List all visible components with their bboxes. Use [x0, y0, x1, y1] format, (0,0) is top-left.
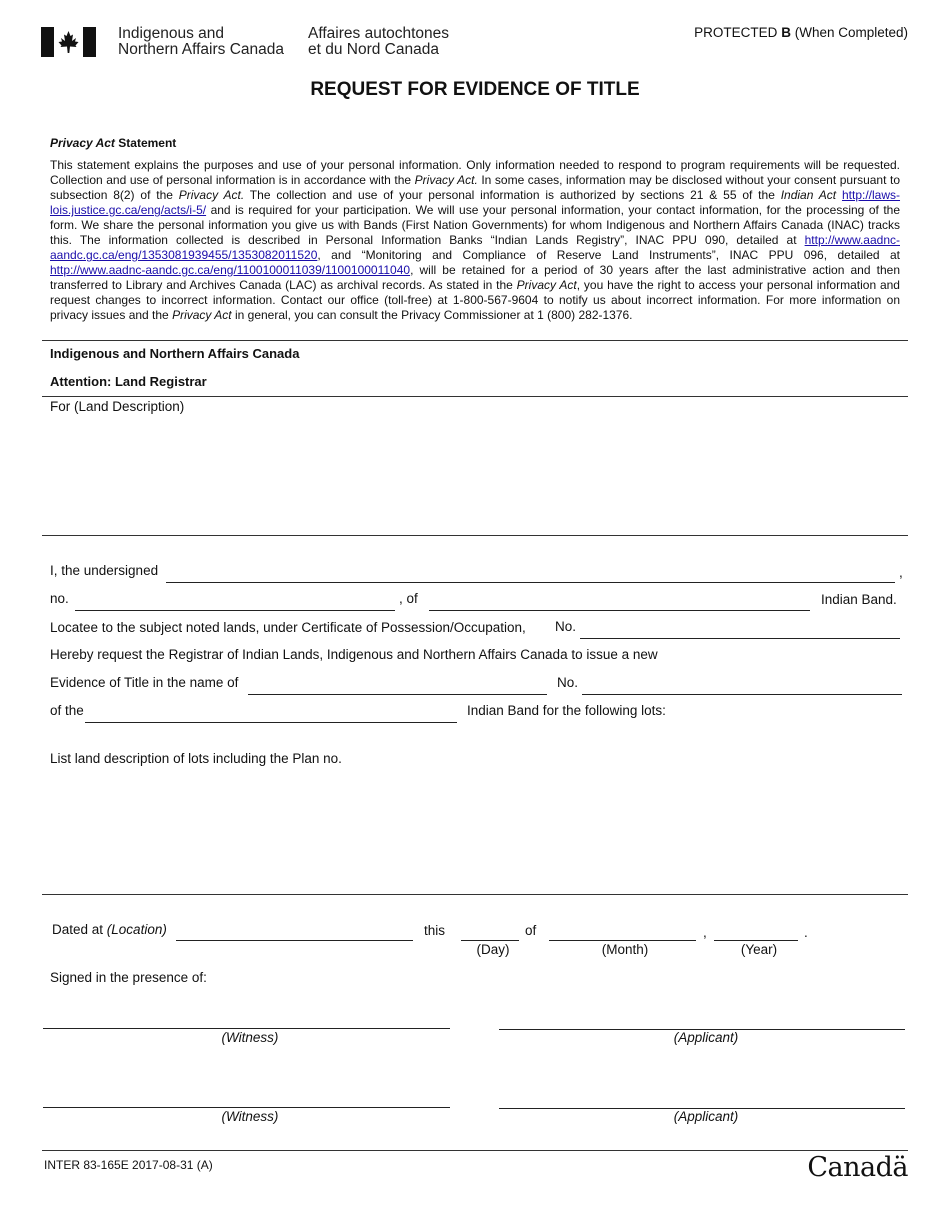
- year-caption: (Year): [740, 942, 778, 957]
- footer-divider: [42, 1150, 908, 1151]
- number-label: no.: [50, 591, 69, 606]
- evidence-name-label: Evidence of Title in the name of: [50, 675, 239, 690]
- department-name-french: [308, 26, 449, 58]
- applicant-caption-2: (Applicant): [673, 1109, 739, 1124]
- of-label: , of: [399, 591, 418, 606]
- privacy-act-ref: Privacy Act: [516, 278, 577, 292]
- privacy-text: The collection and use of your personal information is authorized by sections 21 & 55 of the: [244, 188, 781, 202]
- privacy-text: in general, you can consult the Privacy Commissioner at 1 (800) 282-1376.: [231, 308, 633, 322]
- signed-presence-label: Signed in the presence of:: [50, 970, 207, 985]
- evidence-number-field[interactable]: [582, 694, 902, 695]
- privacy-text: , and “Monitoring and Compliance of Reserve Land Instruments”, INAC PPU 096, detailed at: [317, 248, 900, 262]
- indian-act-ref: Indian Act: [780, 188, 837, 202]
- witness-caption-2: (Witness): [221, 1109, 279, 1124]
- dept-en-line1: Indigenous and: [118, 25, 225, 42]
- address-line-1: Indigenous and Northern Affairs Canada: [50, 346, 300, 361]
- land-description-label: For (Land Description): [50, 399, 185, 414]
- form-title: REQUEST FOR EVIDENCE OF TITLE: [310, 79, 640, 100]
- privacy-act-ref: Privacy Act.: [414, 173, 478, 187]
- dept-en-line2: Northern Affairs Canada: [118, 41, 285, 58]
- divider: [42, 340, 908, 341]
- dept-fr-line1: Affaires autochtones: [308, 25, 450, 42]
- period: .: [804, 925, 808, 940]
- protected-level: B: [781, 25, 791, 40]
- dated-at-label: [52, 922, 167, 937]
- of-label: of: [525, 923, 537, 938]
- of-the-label: of the: [50, 703, 84, 718]
- protected-suffix: (When Completed): [794, 25, 908, 40]
- request-statement: Hereby request the Registrar of Indian Lands, Indigenous and Northern Affairs Canada to issue a new: [50, 647, 658, 662]
- undersigned-name-field[interactable]: [166, 582, 895, 583]
- month-caption: (Month): [601, 942, 649, 957]
- canada-flag-icon: [41, 27, 96, 57]
- comma: ,: [703, 925, 707, 940]
- day-field[interactable]: [461, 940, 519, 941]
- comma: ,: [899, 565, 903, 580]
- month-field[interactable]: [549, 940, 696, 941]
- evidence-name-field[interactable]: [248, 694, 547, 695]
- dept-fr-line2: et du Nord Canada: [308, 41, 439, 58]
- ppu-090-link[interactable]: http://www.aadnc-aandc.gc.ca/eng/1353081939455/1353082011520: [50, 233, 900, 262]
- witness-caption-1: (Witness): [221, 1030, 279, 1045]
- address-line-2: Attention: Land Registrar: [50, 374, 207, 389]
- divider: [42, 894, 908, 895]
- lots-label: Indian Band for the following lots:: [467, 703, 666, 718]
- applicant-caption-1: (Applicant): [673, 1030, 739, 1045]
- indian-band-label: Indian Band.: [821, 592, 897, 607]
- lots-description-field[interactable]: [42, 770, 908, 892]
- protected-marking: [694, 25, 908, 40]
- canada-wordmark: Canadä: [807, 1152, 908, 1183]
- witness-signature-field-1[interactable]: [43, 1028, 450, 1029]
- this-label: this: [424, 923, 446, 938]
- certificate-number-label: No.: [555, 619, 577, 634]
- location-hint: (Location): [106, 922, 167, 937]
- privacy-statement: [50, 158, 900, 323]
- dated-at-text: Dated at: [52, 922, 107, 937]
- lots-description-label: List land description of lots including the Plan no.: [50, 751, 342, 766]
- privacy-text: This statement explains the purposes and use of your personal information. Only information needed to respond to program requirements will be requested. Collection and use of personal information is in accordance with the: [50, 158, 900, 187]
- divider: [42, 535, 908, 536]
- locatee-label: Locatee to the subject noted lands, under Certificate of Possession/Occupation,: [50, 620, 526, 635]
- land-description-field[interactable]: [42, 418, 908, 533]
- privacy-act-ref: Privacy Act: [172, 308, 232, 322]
- protected-prefix: PROTECTED: [694, 25, 778, 40]
- privacy-heading-italic: Privacy Act: [50, 136, 115, 150]
- department-name-english: [118, 26, 284, 58]
- privacy-text: , you have the right to access your personal information and request changes to incorrect information. Contact our office (toll-free) at 1-800-567-9604 to notify us about incorrect information. For more information on privacy issues and the: [50, 278, 900, 322]
- band-name-field[interactable]: [429, 610, 810, 611]
- undersigned-label: I, the undersigned: [50, 563, 159, 578]
- privacy-text: , will be retained for a period of 30 years after the last administrative action and then transferred to Library and Archives Canada (LAC) as archival records. As stated in the: [50, 263, 900, 292]
- divider: [42, 396, 908, 397]
- evidence-number-label: No.: [557, 675, 579, 690]
- band-field[interactable]: [85, 722, 457, 723]
- privacy-heading-rest: Statement: [118, 136, 177, 150]
- privacy-act-ref: Privacy Act.: [178, 188, 245, 202]
- ppu-096-link[interactable]: http://www.aadnc-aandc.gc.ca/eng/1100100011039/1100100011040: [50, 263, 411, 277]
- privacy-text: In some cases, information may be disclosed without your consent pursuant to subsection 8(2) of the: [50, 173, 900, 202]
- indian-act-link[interactable]: http://laws-lois.justice.gc.ca/eng/acts/i-5/: [50, 188, 901, 217]
- day-caption: (Day): [476, 942, 510, 957]
- form-code: INTER 83-165E 2017-08-31 (A): [44, 1158, 213, 1172]
- privacy-heading: [50, 136, 176, 150]
- privacy-text: and is required for your participation. We will use your personal information, your contact information, for the processing of the form. We share the personal information you give us with Bands (First Nation Governments) for whom Indigenous and Northern Affairs Canada (INAC) tracks this. The information collected is described in Personal Information Banks “Indian Lands Registry”, INAC PPU 090, detailed at: [50, 203, 900, 247]
- certificate-number-field[interactable]: [580, 638, 900, 639]
- year-field[interactable]: [714, 940, 798, 941]
- location-field[interactable]: [176, 940, 413, 941]
- witness-signature-field-2[interactable]: [43, 1107, 450, 1108]
- band-number-field[interactable]: [75, 610, 395, 611]
